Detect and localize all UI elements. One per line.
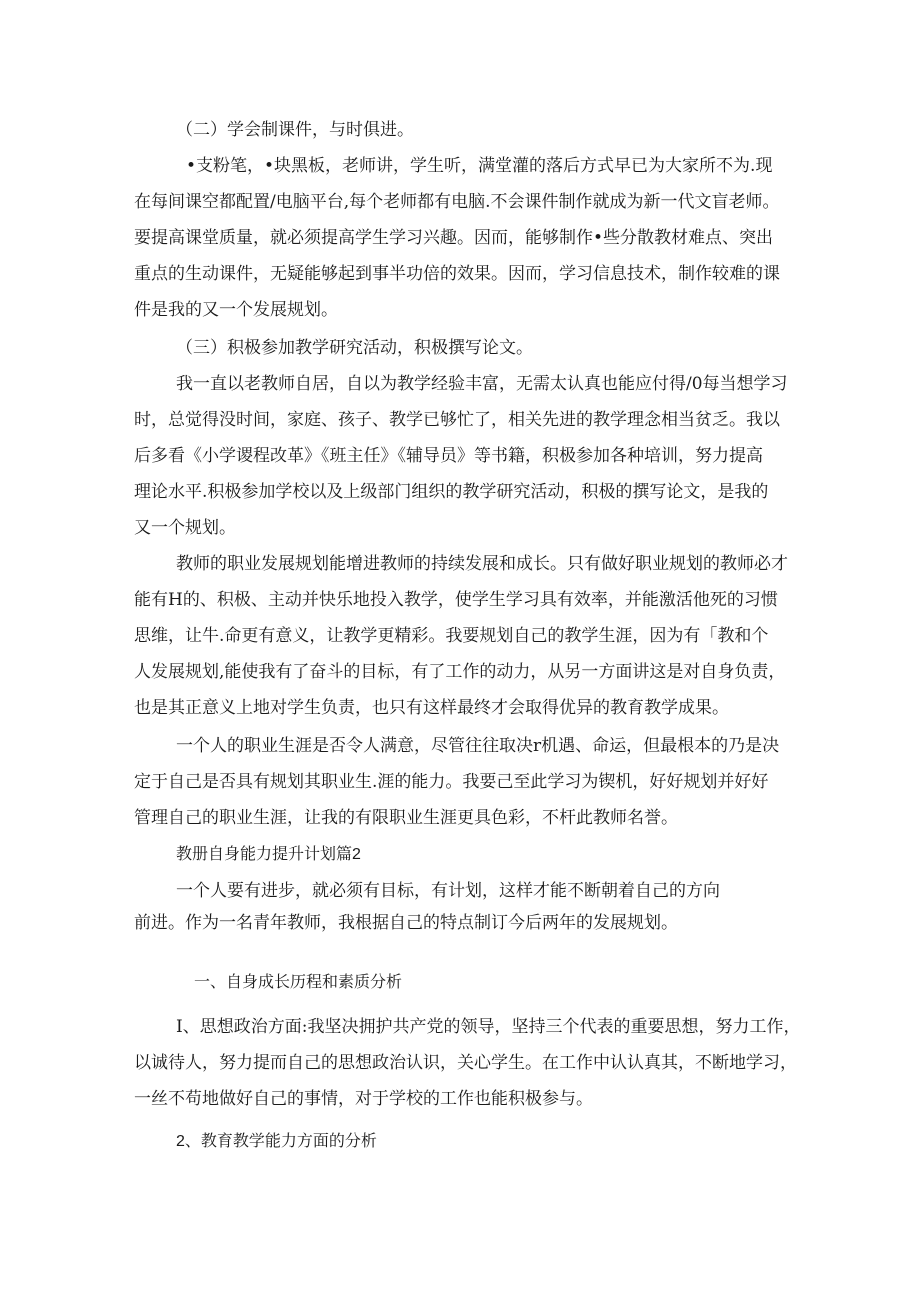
paragraph-line: 后多看《小学谡程改革》《班主任》《辅导员》等书籍，积极参加各种培训，努力提高 (134, 446, 763, 466)
paragraph-line: 又一个规划。 (134, 518, 236, 538)
paragraph-line: 人发展规划,能使我有了奋斗的目标，有了工作的动力，从另一方面讲这是对自身负责， (134, 662, 786, 682)
subsection-heading: 2、教育教学能力方面的分析 (176, 1133, 377, 1150)
section-heading-1: 一、自身成长历程和素质分析 (194, 974, 403, 991)
paragraph-line: 重点的生动课件，无疑能够起到事半功倍的效果。因而，学习信息技术，制作较难的课 (134, 264, 780, 284)
section-heading-2: （二）学会制课件，与时俱进。 (176, 120, 414, 140)
paragraph-line: 也是其正意义上地对学生负责，也只有这样最终才会取得优异的教育教学成果。 (134, 698, 729, 718)
article-title: 教册自身能力提升计划篇2 (176, 846, 361, 863)
paragraph-line: I、思想政治方面:我坚决拥护共产党的领导，坚持三个代表的重要思想，努力工作， (176, 1017, 801, 1037)
paragraph-line: 能有H的、积极、主动并快乐地投入教学，使学生学习具有效率，并能激活他死的习惯 (134, 590, 778, 610)
paragraph-line: 以诚待人，努力提而自己的思想政治认识，关心学生。在工作中认认真其，不断地学习， (134, 1053, 797, 1073)
paragraph-line: 一个人要有进步，就必须有目标，有计划，这样才能不断朝着自己的方向 (176, 881, 720, 901)
paragraph-line: 定于自己是否具有规划其职业生.涯的能力。我要己至此学习为锲机，好好规划并好好 (134, 772, 769, 792)
paragraph-line: 教师的职业发展规划能增进教师的持续发展和成长。只有做好职业规划的教师必才 (176, 554, 788, 574)
paragraph-line: 件是我的又一个发展规划。 (134, 300, 338, 320)
paragraph-line: 在每间课空都配置/电脑平台,每个老师都有电脑.不会课件制作就成为新一代文盲老师。 (134, 192, 780, 212)
paragraph-line: •支粉笔，•块黑板，老师讲，学生听，满堂灌的落后方式早已为大家所不为.现 (186, 156, 773, 176)
paragraph-line: 一丝不苟地做好自己的事情，对于学校的工作也能积极参与。 (134, 1089, 593, 1109)
paragraph-line: 我一直以老教师自居，自以为教学经验丰富，无需太认真也能应付得/0每当想学习 (176, 374, 788, 394)
paragraph-line: 一个人的职业生涯是否令人满意，尽管往往取决r机遇、命运，但最根本的乃是决 (176, 736, 780, 756)
paragraph-line: 要提高课堂质量，就必须提高学生学习兴趣。因而，能够制作•些分散教材难点、突出 (134, 228, 774, 248)
paragraph-line: 前进。作为一名青年教师，我根据自己的特点制订今后两年的发展规划。 (134, 913, 678, 933)
paragraph-line: 理论水平.积极参加学校以及上级部门组织的教学研究活动，积极的撰写论文，是我的 (134, 482, 769, 502)
section-heading-3: （三）积极参加教学研究活动，积极撰写论文。 (176, 338, 533, 358)
paragraph-line: 管理自己的职业生涯，让我的有限职业生涯更具色彩，不杆此教师名誉。 (134, 808, 678, 828)
paragraph-line: 思维，让牛.命更有意义，让教学更精彩。我要规划自己的教学生涯，因为有「教和个 (134, 626, 769, 646)
paragraph-line: 时，总觉得没时间，家庭、孩子、教学已够忙了，相关先进的教学理念相当贫乏。我以 (134, 410, 780, 430)
